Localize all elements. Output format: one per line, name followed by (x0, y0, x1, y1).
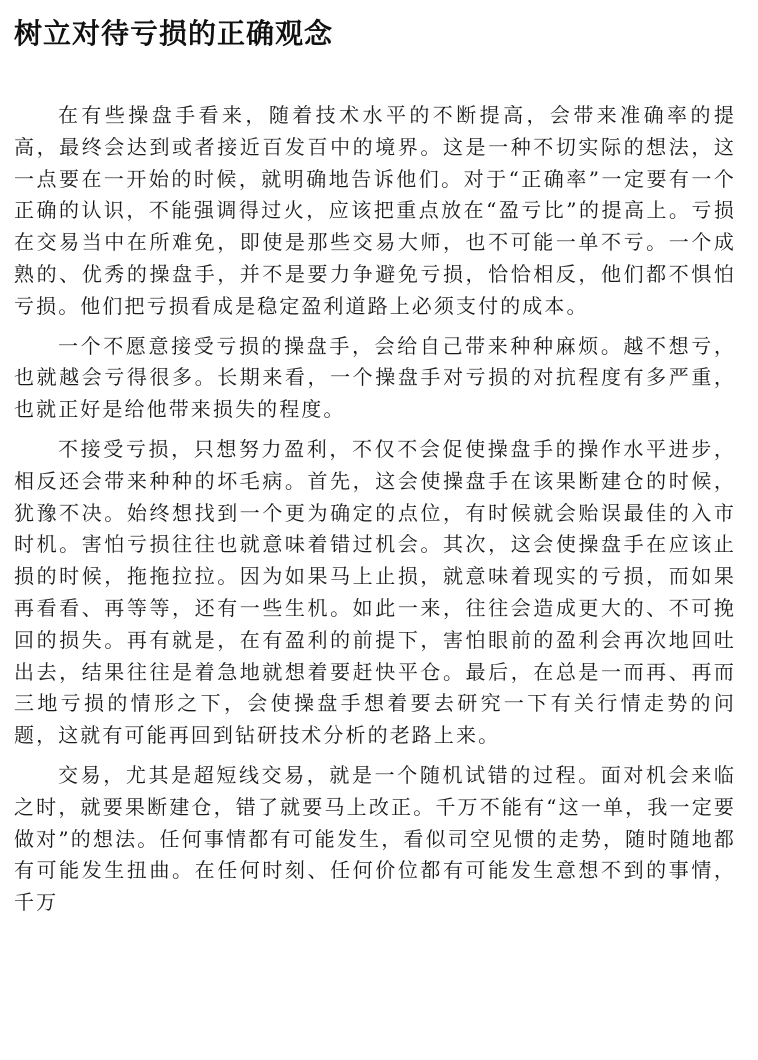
paragraph-3: 不接受亏损，只想努力盈利，不仅不会促使操盘手的操作水平进步，相反还会带来种种的坏毛病。首先，这会使操盘手在该果断建仓的时候，犹豫不决。始终想找到一个更为确定的点位，有时候就会贻误最佳的入市时机。害怕亏损往往也就意味着错过机会。其次，这会使操盘手在应该止损的时候，拖拖拉拉。因为如果马上止损，就意味着现实的亏损，而如果再看看、再等等，还有一些生机。如此一来，往往会造成更大的、不可挽回的损失。再有就是，在有盈利的前提下，害怕眼前的盈利会再次地回吐出去，结果往往是着急地就想着要赶快平仓。最后，在总是一而再、再而三地亏损的情形之下，会使操盘手想着要去研究一下有关行情走势的问题，这就有可能再回到钻研技术分析的老路上来。 (14, 436, 736, 748)
paragraph-2: 一个不愿意接受亏损的操盘手，会给自己带来种种麻烦。越不想亏，也就越会亏得很多。长期来看，一个操盘手对亏损的对抗程度有多严重，也就正好是给他带来损失的程度。 (14, 333, 736, 422)
paragraph-1: 在有些操盘手看来，随着技术水平的不断提高，会带来准确率的提高，最终会达到或者接近百发百中的境界。这是一种不切实际的想法，这一点要在一开始的时候，就明确地告诉他们。对于“正确率”一定要有一个正确的认识，不能强调得过火，应该把重点放在“盈亏比”的提高上。亏损在交易当中在所难免，即使是那些交易大师，也不可能一单不亏。一个成熟的、优秀的操盘手，并不是要力争避免亏损，恰恰相反，他们都不惧怕亏损。他们把亏损看成是稳定盈利道路上必须支付的成本。 (14, 103, 736, 318)
paragraph-4: 交易，尤其是超短线交易，就是一个随机试错的过程。面对机会来临之时，就要果断建仓，错了就要马上改正。千万不能有“这一单，我一定要做对”的想法。任何事情都有可能发生，看似司空见惯的走势，随时随地都有可能发生扭曲。在任何时刻、任何价位都有可能发生意想不到的事情，千万 (14, 762, 736, 915)
article-body (14, 100, 736, 919)
section-title: 树立对待亏损的正确观念 (14, 17, 334, 50)
